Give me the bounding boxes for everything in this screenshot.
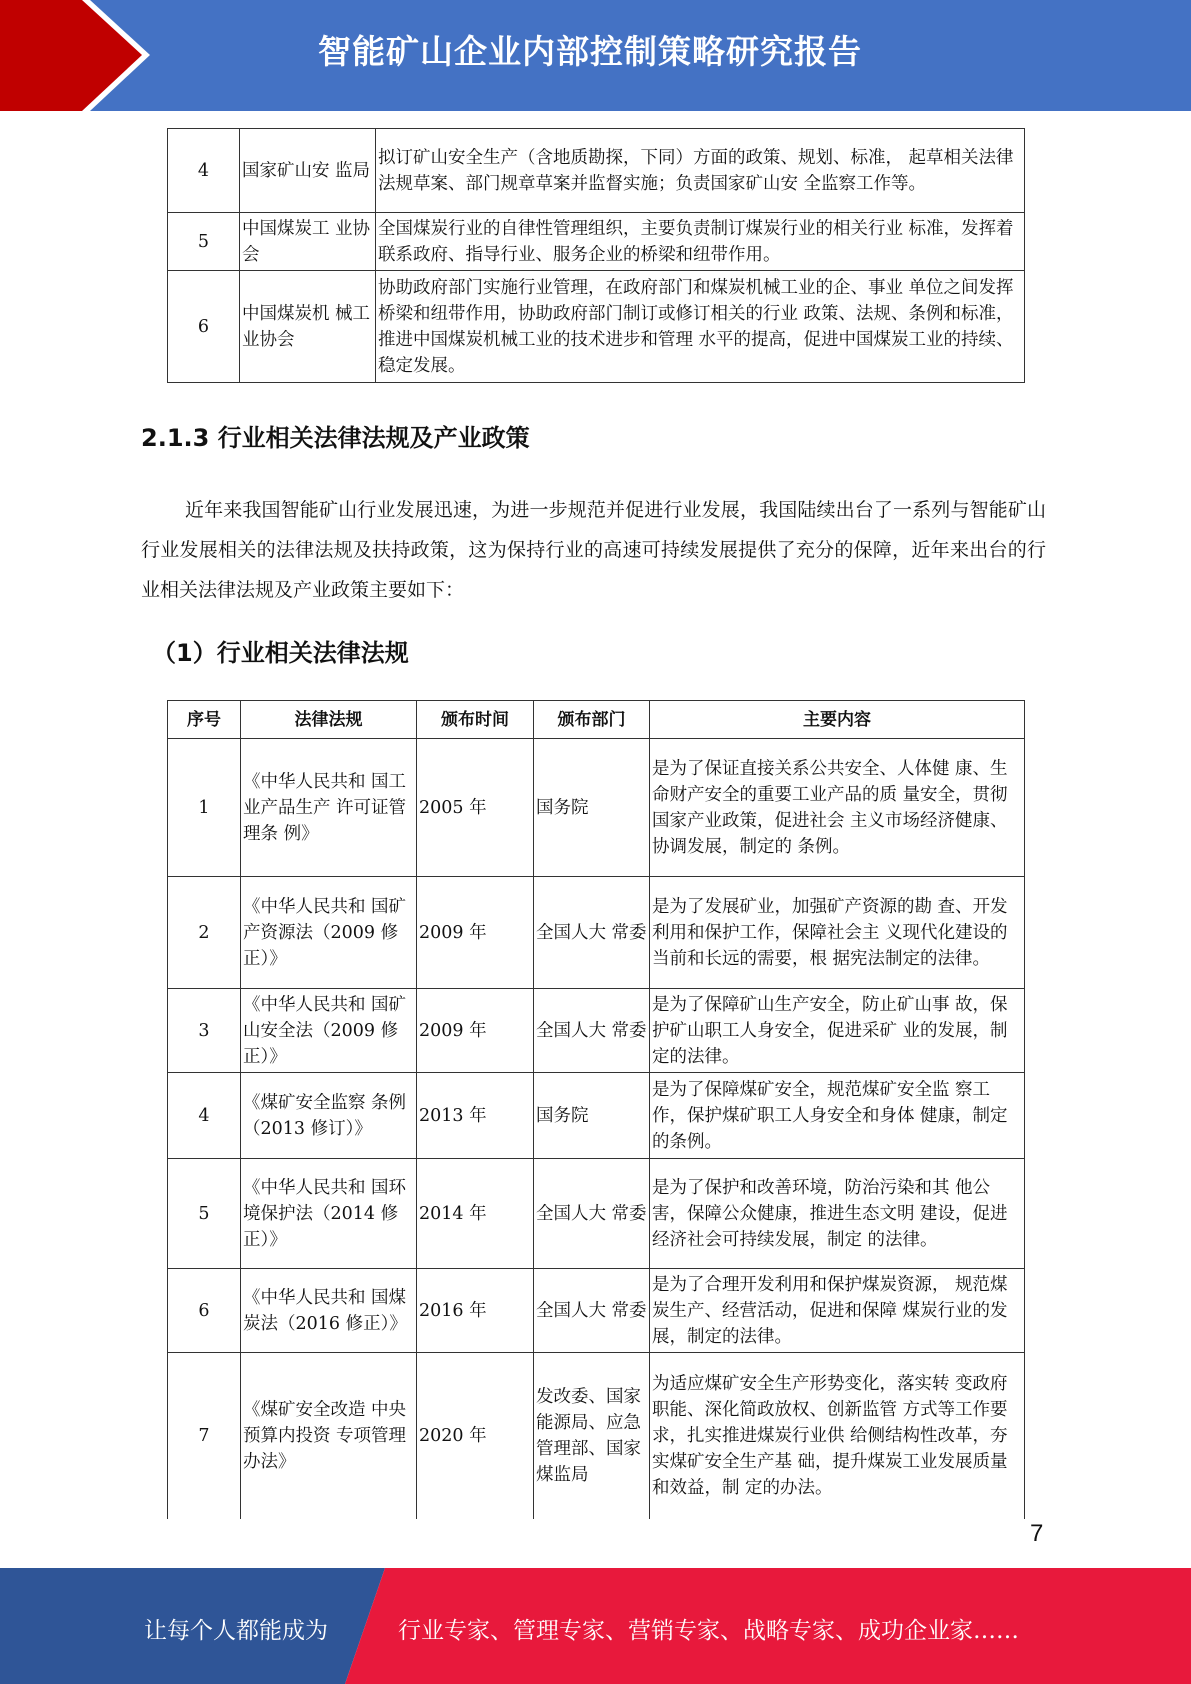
header-law: 法律法规 [241,701,417,739]
law-name: 《煤矿安全改造 中央预算内投资 专项管理办法》 [241,1353,417,1519]
header-no: 序号 [168,701,241,739]
row-number: 6 [168,1269,241,1353]
footer-slogan-right: 行业专家、管理专家、营销专家、战略专家、成功企业家…… [398,1618,1019,1644]
table-row [168,213,1025,271]
org-description: 拟订矿山安全生产（含地质勘探，下同）方面的政策、规划、标准， 起草相关法律法规草案、部门规章草案并监督实施；负责国家矿山安 全监察工作等。 [376,129,1025,213]
table-row [168,989,1025,1073]
header-date: 颁布时间 [417,701,534,739]
law-content: 是为了保护和改善环境，防治污染和其 他公害，保障公众健康，推进生态文明 建设，促进经济社会可持续发展，制定 的法律。 [650,1159,1025,1269]
table-row [168,1159,1025,1269]
org-name: 中国煤炭机 械工业协会 [240,271,376,383]
footer-slogan-left: 让每个人都能成为 [144,1618,328,1644]
laws-table [167,700,1025,1519]
table-row [168,271,1025,383]
law-date: 2009 年 [417,877,534,989]
row-number: 4 [168,1073,241,1159]
law-name: 《中华人民共和 国矿山安全法（2009 修正）》 [241,989,417,1073]
law-department: 全国人大 常委 [534,989,650,1073]
header-dept: 颁布部门 [534,701,650,739]
row-number: 4 [168,129,240,213]
law-content: 是为了发展矿业，加强矿产资源的勘 查、开发利用和保护工作，保障社会主 义现代化建设的当前和长远的需要，根 据宪法制定的法律。 [650,877,1025,989]
header-chevron-graphic [0,0,160,111]
law-name: 《中华人民共和 国工业产品生产 许可证管理条 例》 [241,739,417,877]
header-content: 主要内容 [650,701,1025,739]
law-content: 为适应煤矿安全生产形势变化，落实转 变政府职能、深化简政放权、创新监管 方式等工作要求，扎实推进煤炭行业供 给侧结构性改革，夯实煤矿安全生产基 础，提升煤炭工业发展质量和效益，制 定的办法。 [650,1353,1025,1519]
law-content: 是为了保障矿山生产安全，防止矿山事 故，保护矿山职工人身安全，促进采矿 业的发展，制定的法律。 [650,989,1025,1073]
subsection-heading: （1）行业相关法律法规 [152,639,409,667]
page-number: 7 [1030,1520,1044,1547]
law-department: 全国人大 常委 [534,877,650,989]
table-row [168,739,1025,877]
row-number: 6 [168,271,240,383]
law-department: 国务院 [534,1073,650,1159]
row-number: 1 [168,739,241,877]
section-paragraph: 近年来我国智能矿山行业发展迅速，为进一步规范并促进行业发展，我国陆续出台了一系列与智能矿山行业发展相关的法律法规及扶持政策，这为保持行业的高速可持续发展提供了充分的保障，近年来出台的行业相关法律法规及产业政策主要如下： [141,499,1046,601]
table-row [168,1073,1025,1159]
law-date: 2016 年 [417,1269,534,1353]
law-content: 是为了合理开发利用和保护煤炭资源， 规范煤炭生产、经营活动，促进和保障 煤炭行业的发展，制定的法律。 [650,1269,1025,1353]
row-number: 2 [168,877,241,989]
law-department: 发改委、国家能源局、应急管理部、国家煤监局 [534,1353,650,1519]
org-description: 全国煤炭行业的自律性管理组织，主要负责制订煤炭行业的相关行业 标准，发挥着联系政府、指导行业、服务企业的桥梁和纽带作用。 [376,213,1025,271]
table-row [168,129,1025,213]
law-name: 《中华人民共和 国矿产资源法（2009 修正）》 [241,877,417,989]
law-name: 《中华人民共和 国煤炭法（2016 修正）》 [241,1269,417,1353]
row-number: 7 [168,1353,241,1519]
org-name: 中国煤炭工 业协会 [240,213,376,271]
regulator-table [167,128,1025,383]
table-row [168,1269,1025,1353]
table-row [168,877,1025,989]
law-name: 《煤矿安全监察 条例（2013 修订）》 [241,1073,417,1159]
page-header [0,0,1191,111]
law-name: 《中华人民共和 国环境保护法（2014 修正）》 [241,1159,417,1269]
section-heading: 2.1.3 行业相关法律法规及产业政策 [141,424,530,452]
laws-table-header-row [168,701,1025,739]
law-content: 是为了保障煤矿安全，规范煤矿安全监 察工作，保护煤矿职工人身安全和身体 健康，制定的条例。 [650,1073,1025,1159]
law-department: 全国人大 常委 [534,1269,650,1353]
law-content: 是为了保证直接关系公共安全、人体健 康、生命财产安全的重要工业产品的质 量安全，贯彻国家产业政策，促进社会 主义市场经济健康、协调发展，制定的 条例。 [650,739,1025,877]
law-date: 2013 年 [417,1073,534,1159]
page-footer [0,1568,1191,1684]
row-number: 3 [168,989,241,1073]
law-date: 2005 年 [417,739,534,877]
row-number: 5 [168,1159,241,1269]
law-date: 2014 年 [417,1159,534,1269]
law-department: 国务院 [534,739,650,877]
row-number: 5 [168,213,240,271]
law-department: 全国人大 常委 [534,1159,650,1269]
law-date: 2020 年 [417,1353,534,1519]
table-row [168,1353,1025,1519]
org-description: 协助政府部门实施行业管理，在政府部门和煤炭机械工业的企、事业 单位之间发挥桥梁和纽带作用，协助政府部门制订或修订相关的行业 政策、法规、条例和标准，推进中国煤炭机械工业的技术进步和管理 水平的提高，促进中国煤炭工业的持续、稳定发展。 [376,271,1025,383]
report-title: 智能矿山企业内部控制策略研究报告 [318,32,862,71]
law-date: 2009 年 [417,989,534,1073]
org-name: 国家矿山安 监局 [240,129,376,213]
